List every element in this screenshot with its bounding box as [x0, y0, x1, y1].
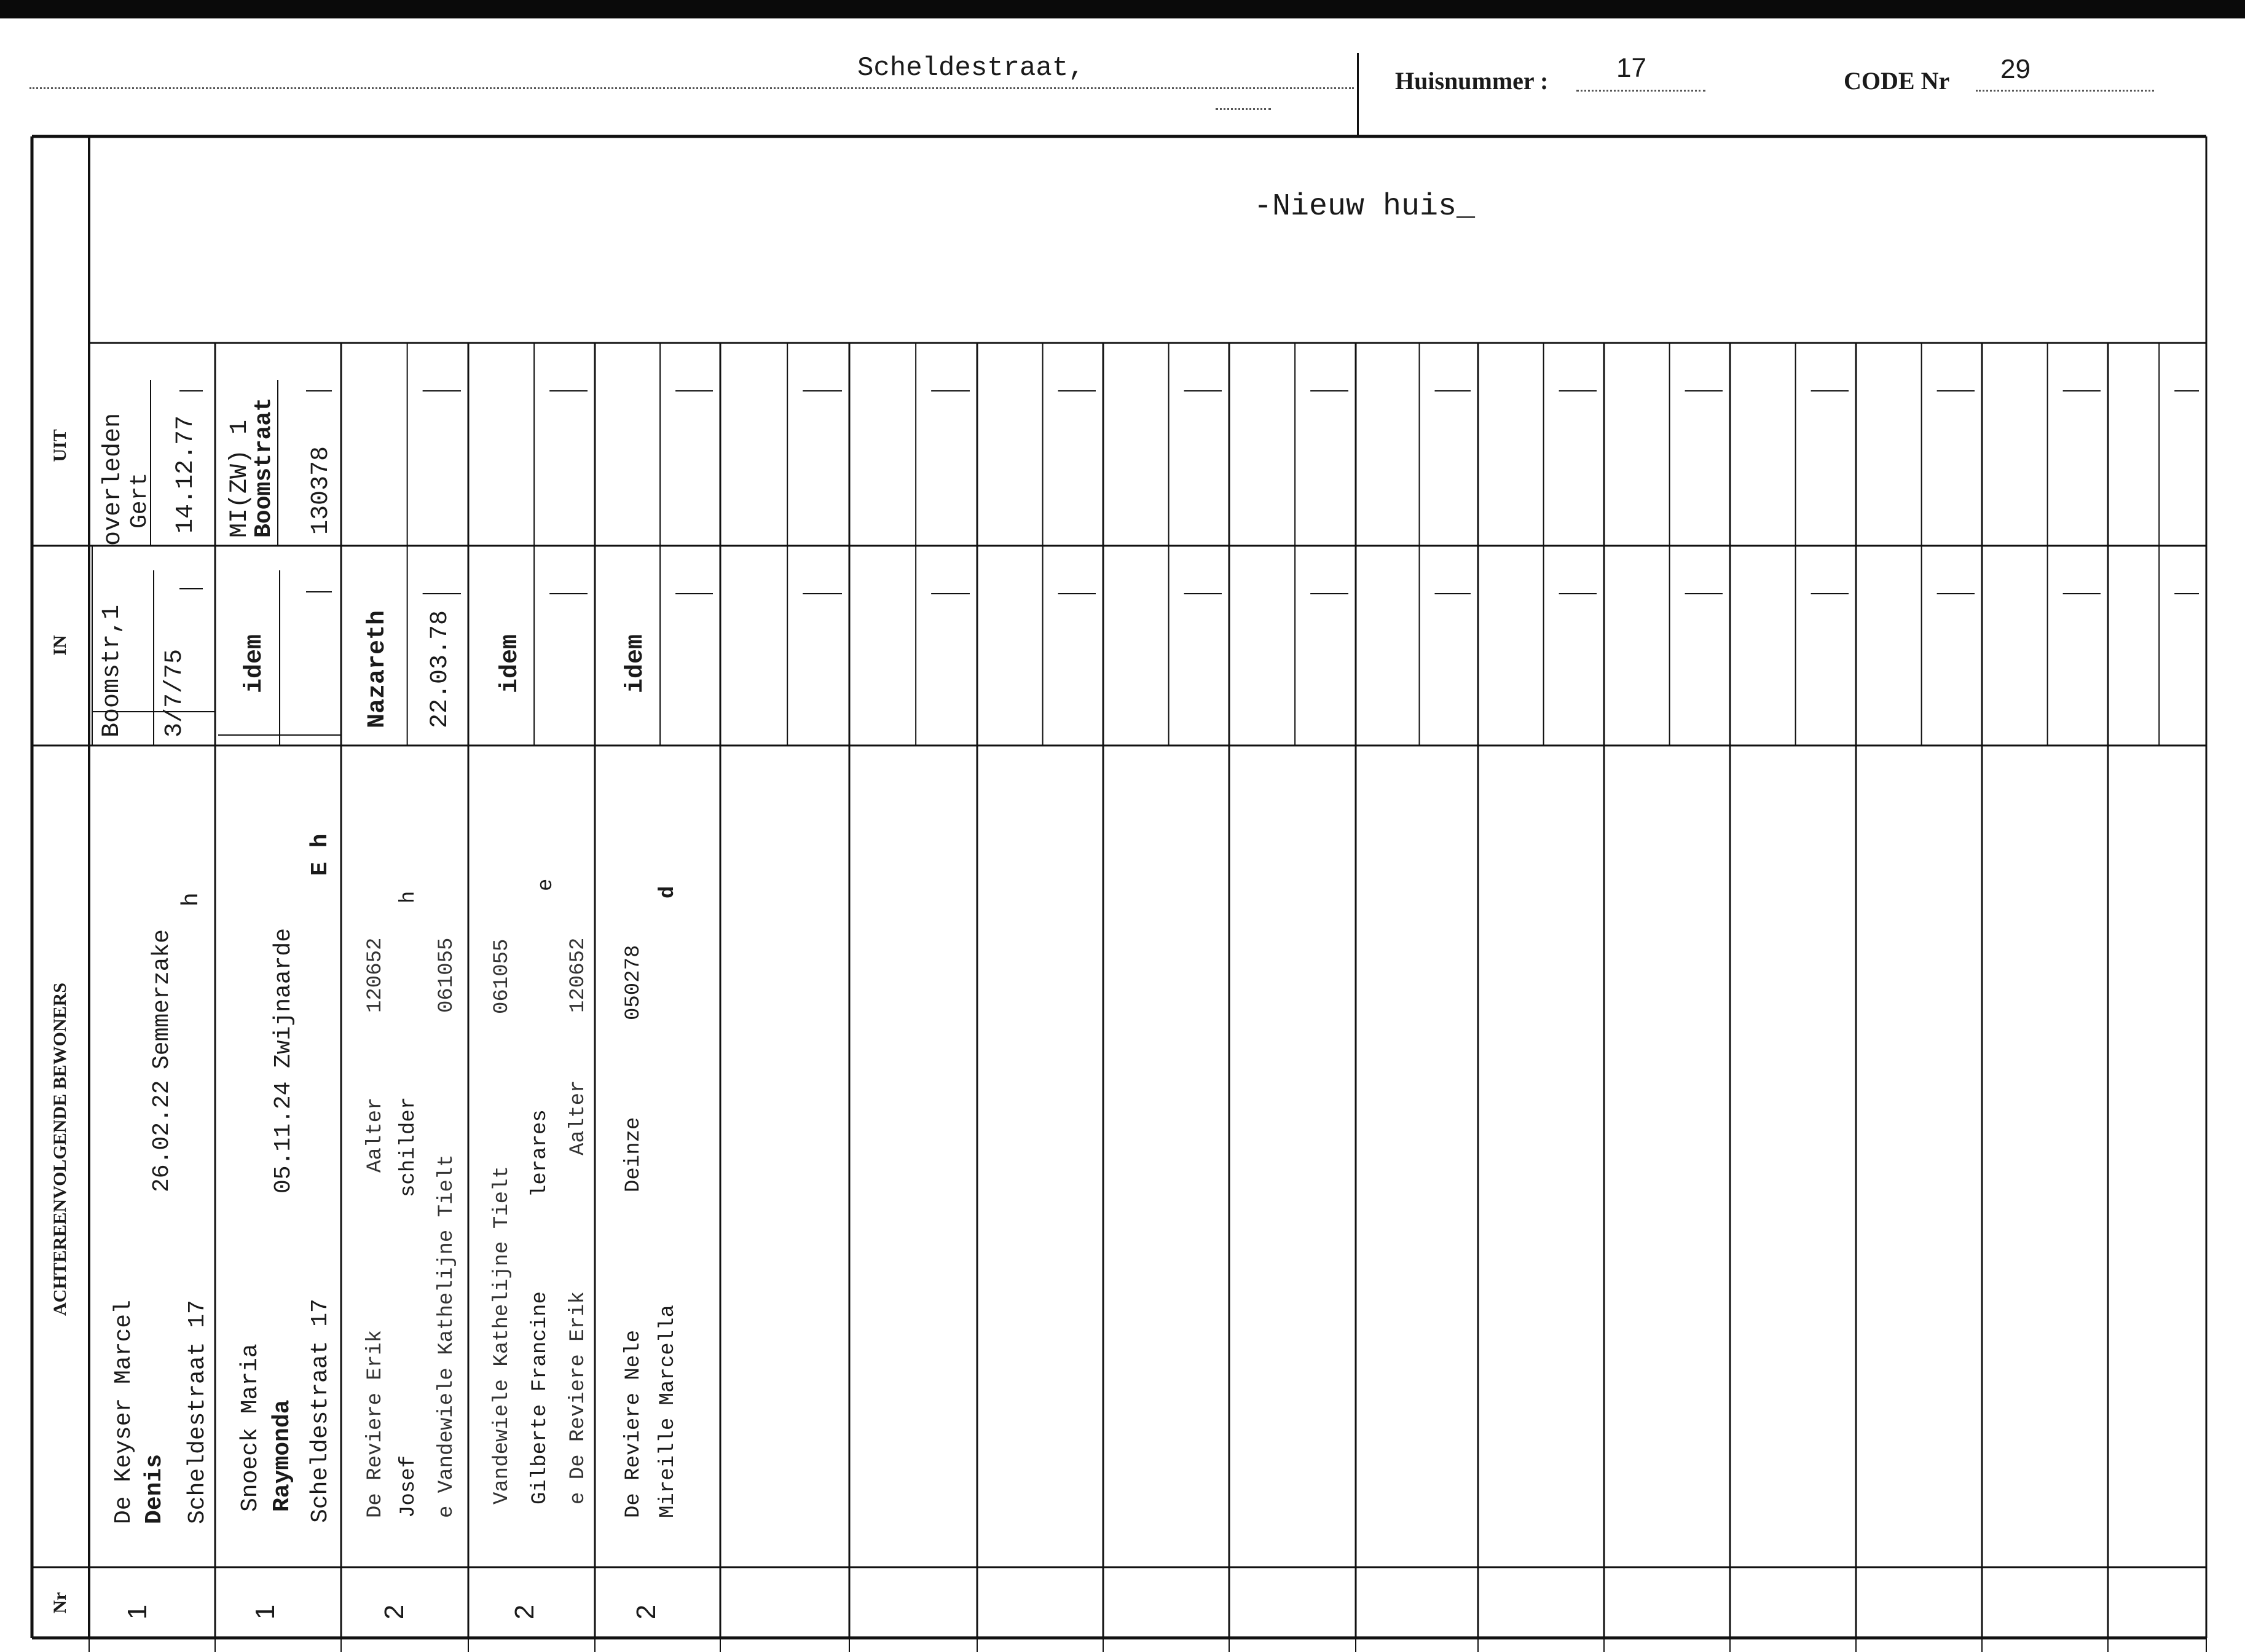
street-name: Scheldestraat,: [857, 53, 1085, 84]
in-1-place: Boomstr,1: [98, 604, 126, 738]
bewoner-2-birth-date: 05.11.24: [270, 1081, 297, 1194]
bewoner-3-line3: e Vandewiele Kathelijne Tielt: [435, 1154, 458, 1518]
bewoner-1-line1: De Keyser Marcel: [111, 1300, 137, 1524]
bewoner-2-address: Scheldestraat 17: [307, 1299, 334, 1523]
huisnummer-value: 17: [1616, 53, 1646, 83]
bewoner-1-relation: h: [178, 892, 205, 907]
bewoner-3-relation: h: [397, 891, 420, 903]
uit-1-line2: Gert: [127, 472, 153, 529]
bewoner-5-relation: d: [656, 886, 680, 899]
in-4-place: idem: [497, 634, 524, 693]
row-label-in: IN: [50, 635, 70, 656]
uit-2-date: 130378: [307, 446, 335, 535]
bewoner-5-place: Deinze: [622, 1117, 645, 1192]
bewoner-4-code2: 120652: [567, 937, 590, 1013]
bewoner-4-code1: 061055: [490, 938, 514, 1014]
bewoner-5-line1: De Reviere Nele: [622, 1329, 645, 1518]
uit-1-date: 14.12.77: [172, 415, 200, 533]
bewoner-3-line2: Josef: [397, 1455, 420, 1518]
bewoner-2-line2: Raymonda: [269, 1399, 296, 1512]
bewoner-3-place: Aalter: [364, 1097, 387, 1173]
bewoner-1-birth-date: 26.02.22: [149, 1080, 175, 1192]
bewoner-3-job: schilder: [397, 1096, 420, 1197]
row-label-uit: UIT: [50, 429, 70, 462]
in-2-place: idem: [241, 634, 269, 693]
nr-3: 2: [379, 1604, 410, 1620]
bewoner-3-code1: 120652: [364, 937, 387, 1013]
bewoner-4-job: lerares: [529, 1109, 552, 1197]
code-label: CODE Nr: [1844, 67, 1950, 95]
bewoner-5-line2: Mireille Marcella: [656, 1305, 680, 1518]
nr-1: 1: [122, 1604, 153, 1620]
huisnummer-label: Huisnummer :: [1395, 67, 1549, 95]
uit-1-line1: overleden: [100, 412, 127, 546]
bewoner-4-line2: Gilberte Francine: [529, 1291, 552, 1504]
uit-2-line1: MI(ZW) 1: [226, 419, 254, 538]
in-1-date: 3/7/75: [161, 648, 189, 738]
bewoner-1-address: Scheldestraat 17: [184, 1300, 211, 1524]
bewoner-1-line2: Denis: [141, 1453, 168, 1524]
bewoner-4-place: Aalter: [567, 1080, 590, 1155]
bewoner-5-code: 050278: [622, 945, 645, 1020]
code-value: 29: [2000, 54, 2031, 84]
bewoner-2-birth-place: Zwijnaarde: [270, 927, 297, 1068]
row-label-nr: Nr: [50, 1592, 70, 1614]
uit-2-line2: Boomstraat: [251, 397, 277, 538]
bewoner-4-line1: Vandewiele Kathelijne Tielt: [490, 1166, 514, 1504]
bewoner-4-line3: e De Reviere Erik: [567, 1291, 590, 1504]
bewoner-2-line1: Snoeck Maria: [237, 1343, 264, 1512]
nr-5: 2: [631, 1604, 662, 1620]
row-label-bewoners: ACHTEREENVOLGENDE BEWONERS: [50, 982, 70, 1316]
nr-2: 1: [250, 1604, 281, 1620]
bewoner-3-line1: De Reviere Erik: [364, 1329, 387, 1518]
in-5-place: idem: [622, 634, 650, 693]
bewoner-3-code2: 061055: [435, 937, 458, 1013]
nr-4: 2: [509, 1604, 540, 1620]
in-3-place: Nazareth: [364, 610, 391, 728]
in-3-date: 22.03.78: [427, 610, 454, 728]
remark-nieuw-huis: -Nieuw huis_: [1254, 189, 1476, 224]
bewoner-4-relation: e: [535, 878, 558, 891]
bewoner-2-relation: E h: [307, 833, 334, 876]
bewoner-1-birth-place: Semmerzake: [149, 929, 175, 1069]
